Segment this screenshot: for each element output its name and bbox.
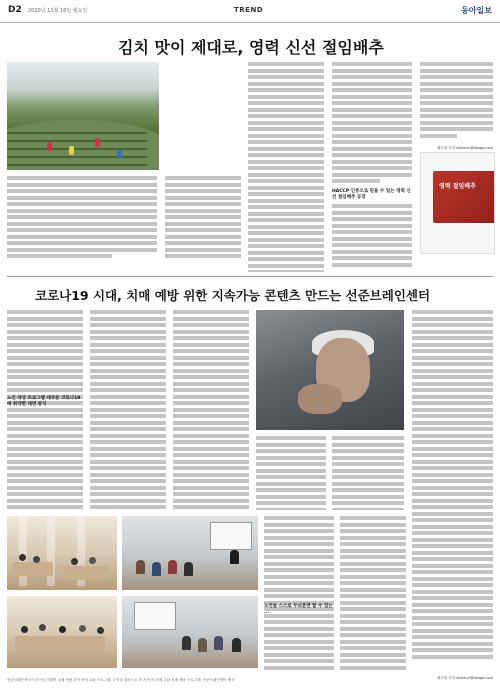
article2-photo-caption: 선준브레인센터가 라이언 비대면 치매 예방 강사 양성 교육 프로그램. 노인을 대상으로 한 지역 이 자체 주관 치매 예방 프로그램. 선준브레인센터 제공 [7,678,235,682]
article2-column-3 [173,310,249,510]
article2-byline: 최은희 기자 choieun@donga.com [436,676,493,680]
section-name: TREND [234,6,264,14]
article1-byline: 최은희 기자 choieun@donga.com [436,146,493,150]
classroom-hall-photo [7,516,117,590]
group-exercise-photo [7,596,117,668]
article1-column-1 [7,176,157,272]
article1-column-2 [165,176,241,272]
article2-column-8 [340,516,406,670]
kimchi-product-photo: 영력 절임배추 [420,152,495,254]
page-header [0,0,500,23]
article2-column-2 [90,310,166,510]
cabbage-farm-photo [7,62,159,170]
article2-subhead-1: 노인 대상 프로그램 대부분 코로나19에 취약한 대면 방식 [7,396,81,407]
article1-column-5 [420,62,493,146]
article1-column-3 [248,62,324,272]
article1-subhead: HACCP 인증으로 믿을 수 있는 영력 신선 절임배추 공장 [332,189,411,200]
article2-column-7 [264,516,334,670]
section-divider [7,276,493,277]
article2-column-4 [256,436,326,510]
seminar-photo [122,596,258,668]
page-number: D2 [8,5,22,15]
article2-column-5 [332,436,404,510]
article2-headline: 코로나19 시대, 치매 예방 위한 지속가능 콘텐츠 만드는 선준브레인센터 [35,288,431,303]
article1-column-4b [332,204,412,272]
article1-headline: 김치 맛이 제대로, 영력 신선 절임배추 [118,38,384,57]
lecture-photo [122,516,258,590]
article2-subhead-2: 노인들 스스로 두뇌훈련 할 수 있는 ... [264,604,333,615]
article2-column-6 [412,310,493,670]
newspaper-logo: 동아일보 [461,5,492,15]
publication-date: 2020년 11월 16일 월요일 [28,8,88,14]
article2-column-1 [7,310,83,510]
elderly-man-photo [256,310,404,430]
